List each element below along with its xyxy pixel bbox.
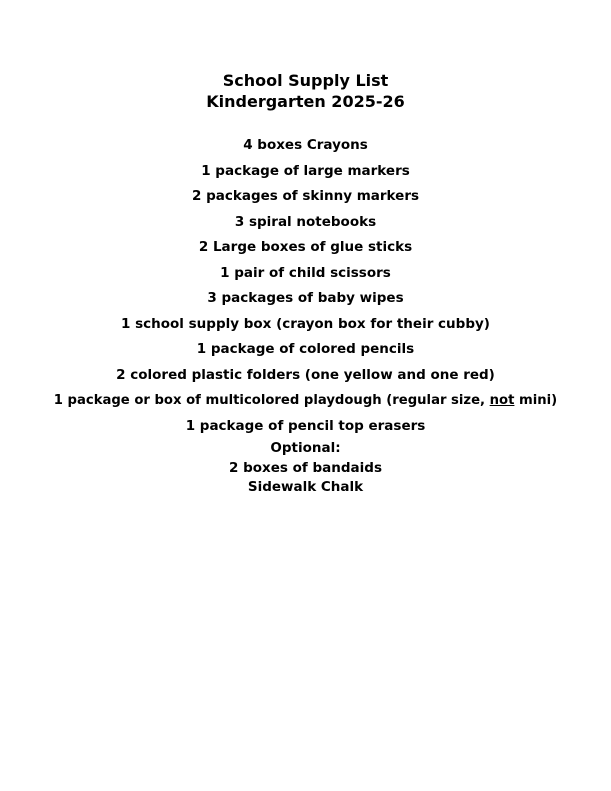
- list-item: 3 packages of baby wipes: [207, 290, 404, 306]
- playdough-text-before: 1 package or box of multicolored playdough (regular size,: [53, 393, 490, 408]
- list-item: 1 package of large markers: [201, 162, 410, 179]
- list-item: 4 boxes Crayons: [243, 137, 368, 153]
- list-item: 2 Large boxes of glue sticks: [198, 239, 413, 255]
- playdough-text-after: mini): [514, 393, 558, 408]
- list-item: 1 package of pencil top erasers: [185, 417, 426, 434]
- list-item: 1 school supply box (crayon box for their cubby): [121, 315, 490, 332]
- playdough-underlined-not: not: [489, 393, 515, 408]
- page-title: School Supply List: [222, 71, 389, 90]
- list-item-playdough: [0, 388, 611, 414]
- optional-section: [0, 439, 611, 498]
- list-item: 2 colored plastic folders (one yellow and one red): [116, 366, 495, 383]
- optional-heading: Optional:: [270, 440, 341, 456]
- supply-list: [0, 133, 611, 439]
- optional-item: Sidewalk Chalk: [247, 479, 364, 495]
- optional-item: 2 boxes of bandaids: [229, 459, 382, 476]
- list-item: 1 package of colored pencils: [196, 341, 415, 357]
- list-item: 3 spiral notebooks: [234, 213, 377, 230]
- page-subtitle: Kindergarten 2025-26: [206, 92, 405, 111]
- list-item: 2 packages of skinny markers: [191, 188, 420, 204]
- list-item: 1 pair of child scissors: [220, 264, 391, 281]
- title-block: [0, 70, 611, 112]
